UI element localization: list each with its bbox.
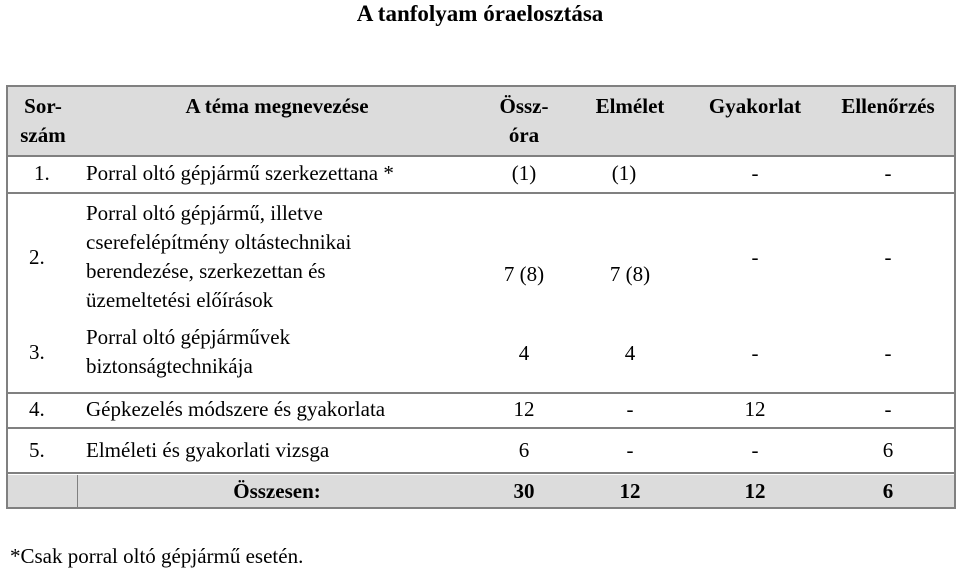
row-topic-line: cserefelépítmény oltástechnikai	[86, 230, 352, 254]
row-ellenorzes: -	[884, 341, 892, 365]
row-topic: Gépkezelés módszere és gyakorlata	[86, 397, 386, 421]
header-osszora-line2: óra	[508, 123, 540, 147]
row-number: 3.	[29, 340, 45, 364]
header-sorszam	[8, 92, 78, 150]
row-topic-line: üzemeltetési előírások	[86, 288, 274, 312]
row-topic-line: berendezése, szerkezettan és	[86, 259, 326, 283]
row-topic: Porral oltó gépjármű szerkezettana *	[86, 161, 394, 185]
row-topic	[86, 199, 351, 315]
row-ellenorzes: -	[884, 161, 892, 185]
row-osszora: 7 (8)	[503, 262, 545, 286]
header-tema: A téma megnevezése	[185, 94, 369, 118]
row-gyakorlat: -	[751, 341, 759, 365]
header-ellenorzes: Ellenőrzés	[841, 94, 935, 118]
row-elmelet: -	[626, 397, 634, 421]
row-elmelet: -	[626, 438, 634, 462]
header-osszora-line1: Össz-	[499, 94, 549, 118]
row-divider	[8, 155, 954, 157]
row-osszora: 4	[518, 341, 530, 365]
row-topic-line: Porral oltó gépjárművek	[86, 325, 291, 349]
total-osszora: 30	[513, 479, 535, 503]
row-number: 2.	[29, 245, 45, 269]
row-osszora: 6	[518, 438, 530, 462]
row-divider	[8, 427, 954, 429]
row-gyakorlat: 12	[744, 397, 766, 421]
row-divider	[8, 192, 954, 194]
header-gyakorlat: Gyakorlat	[708, 94, 802, 118]
row-topic	[86, 323, 290, 381]
row-osszora: (1)	[511, 161, 537, 185]
row-topic-line: Porral oltó gépjármű, illetve	[86, 201, 323, 225]
row-gyakorlat: -	[751, 161, 759, 185]
header-sorszam-line2: szám	[20, 123, 66, 147]
header-sorszam-line1: Sor-	[24, 94, 62, 118]
row-elmelet: 7 (8)	[609, 262, 651, 286]
page-title: A tanfolyam óraelosztása	[356, 1, 604, 26]
total-label: Összesen:	[233, 479, 321, 503]
row-ellenorzes: -	[884, 245, 892, 269]
row-number: 1.	[34, 161, 50, 185]
total-elmelet: 12	[619, 479, 641, 503]
total-gyakorlat: 12	[744, 479, 766, 503]
row-osszora: 12	[513, 397, 535, 421]
row-elmelet: 4	[624, 341, 636, 365]
row-ellenorzes: -	[884, 397, 892, 421]
row-gyakorlat: -	[751, 438, 759, 462]
row-ellenorzes: 6	[882, 438, 894, 462]
row-divider	[8, 392, 954, 394]
row-elmelet: (1)	[611, 161, 637, 185]
header-elmelet: Elmélet	[595, 94, 665, 118]
row-topic-line: biztonságtechnikája	[86, 354, 253, 378]
row-divider	[8, 472, 954, 474]
footnote: *Csak porral oltó gépjármű esetén.	[10, 544, 304, 568]
row-number: 5.	[29, 438, 45, 462]
row-topic: Elméleti és gyakorlati vizsga	[86, 438, 330, 462]
row-gyakorlat: -	[751, 245, 759, 269]
column-divider	[77, 475, 78, 507]
row-number: 4.	[29, 397, 45, 421]
total-ellenorzes: 6	[882, 479, 894, 503]
header-osszora	[476, 92, 572, 150]
